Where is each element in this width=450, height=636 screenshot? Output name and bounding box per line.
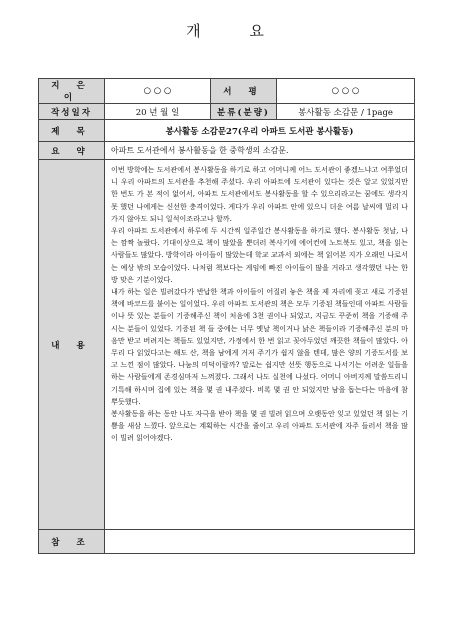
reviewer-label: 서 평 [211,79,277,104]
content-paragraph: 이번 방학에는 도서관에서 봉사활동을 하기로 하고 어머니께 어느 도서관이 좋겠느냐고 여쭈었더니 우리 아파트의 도서관을 추천해 주셨다. 우리 아파트에 도서관이 있다는 것은 알고 있었지만 한 번도 가 본 적이 없어서, 아파트 도서관에서도 봉사활동을 할 수 있으리라고는 꿈에도 생각지 못 했던 나에게는 신선한 충격이었다. 게다가 우리 아파트 안에 있으니 더운 여름 날씨에 멀리 나가지 않아도 되니 일석이조라고나 할까. [111,165,408,223]
content-body [105,160,415,530]
summary-value: 아파트 도서관에서 봉사활동을 한 중학생의 소감문. [105,142,415,160]
reference-row [39,530,415,554]
author-value: ○ ○ ○ [105,79,211,104]
date-row [39,104,415,120]
date-label: 작성일자 [39,104,105,120]
reference-value [105,530,415,554]
content-paragraph: 내가 하는 일은 빌려갔다가 반납한 책과 아이들이 어질러 놓은 책을 제 자리에 꽂고 새로 기증된 책에 바코드를 붙이는 일이었다. 우리 아파트 도서관의 책은 모두 기증된 책들인데 아파트 사람들이나 뜻 있는 분들이 기증해주신 책이 처음에 3천 권이나 되었고, 지금도 꾸준히 책을 기증해 주시는 분들이 있었다. 기증된 책 들 중에는 너무 옛날 책이거나 낡은 책들이라 기증해주신 분의 마음만 받고 버려지는 책들도 있었지만, 가정에서 한 번 읽고 꽂아두었던 깨끗한 책들이 많았다. 아무리 다 읽었다고는 해도 산, 책을 남에게 거저 주기가 쉽지 않을 텐데, 많은 양의 기증도서를 보고 느낀 점이 많았다. 나눔의 미덕이랄까? 말로는 쉽지만 선뜻 행동으로 나서기는 어려운 일들을 하는 사람들에게 존경심마저 느껴졌다. 그래서 나도 실천에 나섰다. 어머니 아버지께 말씀드리니 기특해 하시며 집에 있는 책을 몇 권 내주셨다. 비록 몇 권 안 되었지만 남을 돕는다는 마음에 참 뿌듯했다. [111,287,408,406]
subject-row [39,120,415,142]
document-title: 개 요 [186,22,286,40]
content-label: 내 용 [39,160,105,530]
category-value: 봉사활동 소감문 / 1page [277,104,415,120]
subject-label: 제 목 [39,120,105,142]
summary-label: 요 약 [39,142,105,160]
report-form [38,78,415,554]
author-label: 지 은 이 [39,79,105,104]
reviewer-value: ○ ○ ○ [277,79,415,104]
summary-row [39,142,415,160]
subject-value: 봉사활동 소감문27(우리 아파트 도서관 봉사활동) [105,120,415,142]
content-paragraph: 우리 아파트 도서관에서 하루에 두 시간씩 일주일간 봉사활동을 하기로 했다. 봉사활동 첫날, 나는 깜짝 놀랐다. 기대이상으로 책이 많았을 뿐더러 복사기에 에어컨에 노트북도 있고, 책을 읽는 사람들도 많았다. 방학이라 아이들이 많았는데 학교 교과서 외에는 책 읽어본 지가 오래인 나로서는 예상 밖의 모습이었다. 나처럼 책보다는 게임에 빠진 아이들이 많을 거라고 생각했던 나는 한 방 맞은 기분이었다. [111,226,408,284]
date-value: 20 년 월 일 [105,104,211,120]
content-row [39,160,415,530]
content-paragraph: 봉사활동을 하는 동안 나도 자극을 받아 책을 몇 권 빌려 읽으며 오랫동안 잊고 있었던 책 읽는 기쁨을 새삼 느꼈다. 앞으로는 계획하는 시간을 줄이고 우리 아파트 도서관에 자주 들러서 책을 많이 빌려 읽어야겠다. [111,409,408,443]
author-row [39,79,415,104]
category-label: 분류(분량) [211,104,277,120]
reference-label: 참 조 [39,530,105,554]
